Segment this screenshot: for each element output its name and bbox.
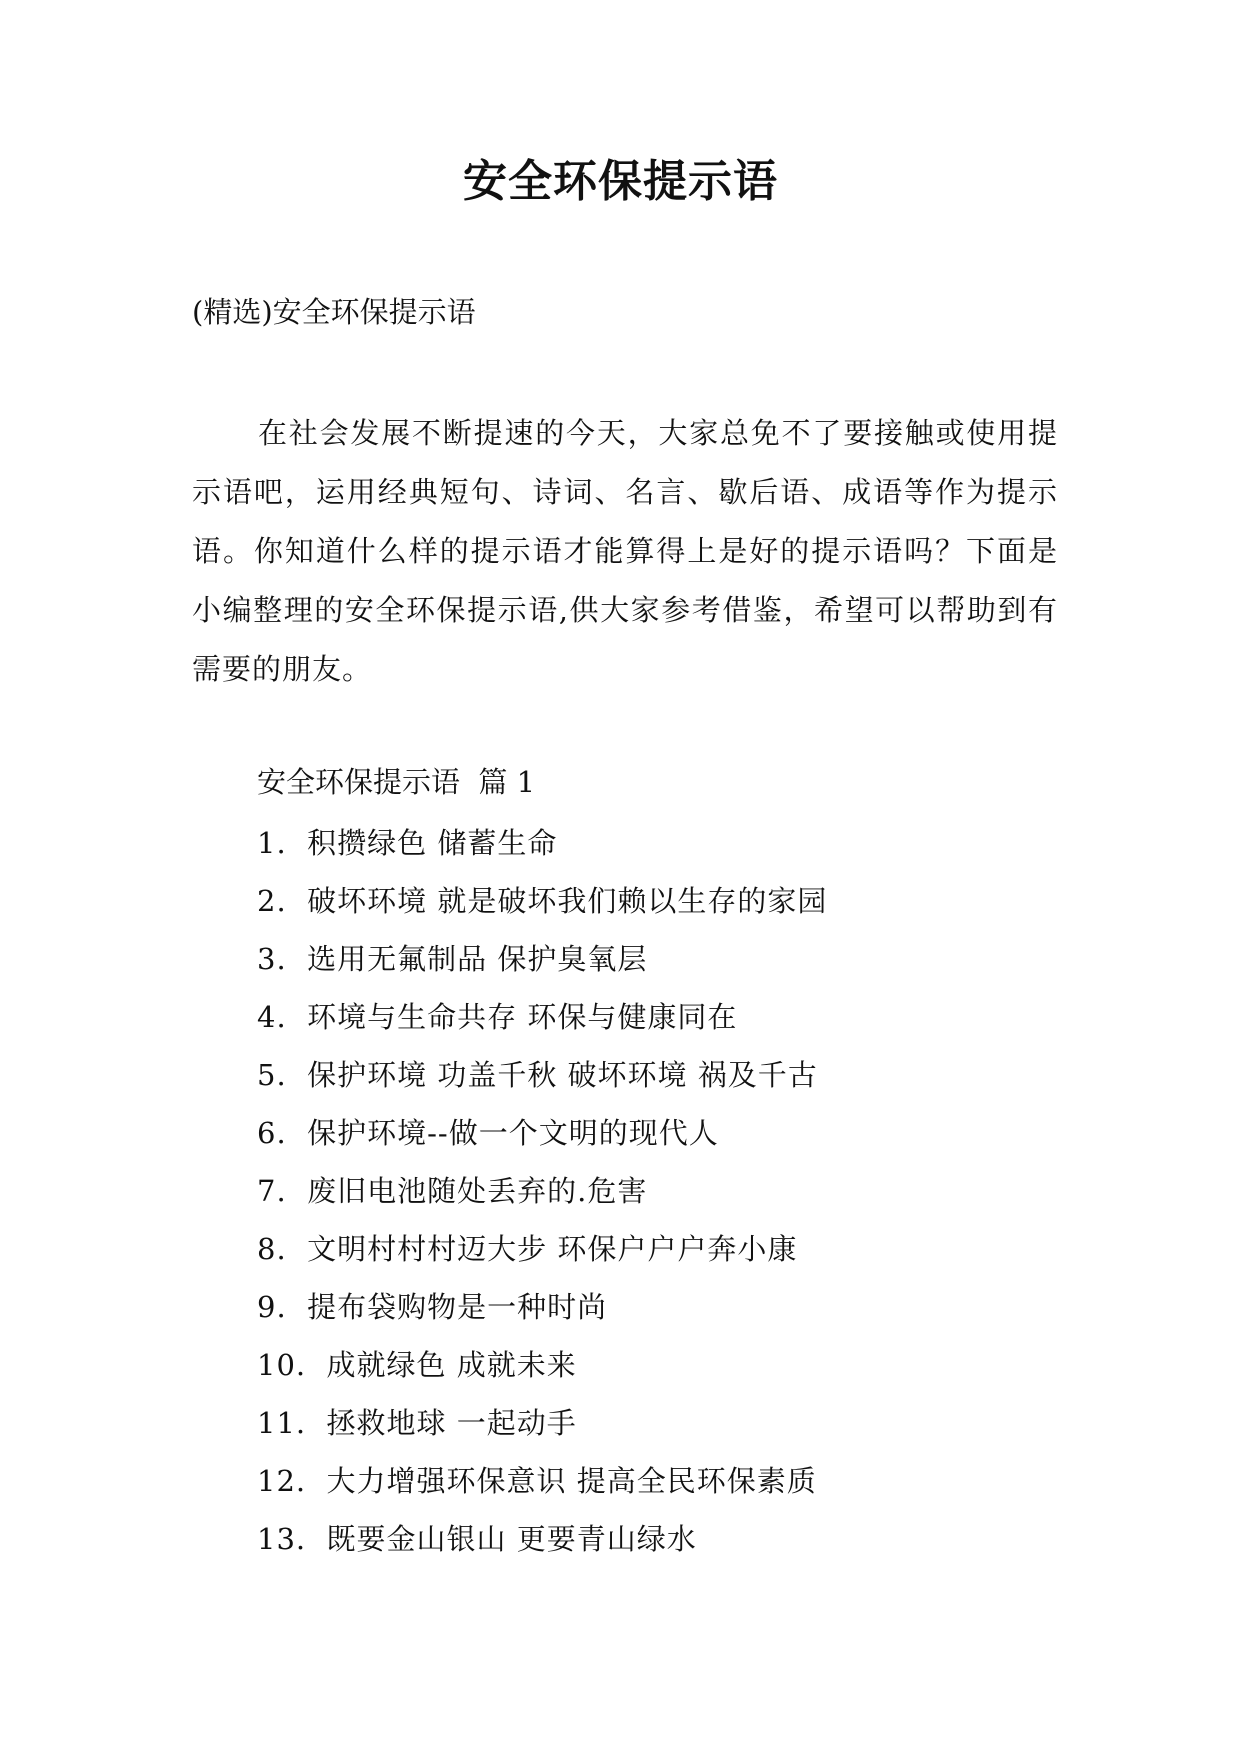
list-item: 12. 大力增强环保意识 提高全民环保素质 [257,1464,817,1498]
document-title: 安全环保提示语 [463,156,778,207]
list-item: 11. 拯救地球 一起动手 [257,1406,577,1440]
list-item: 6. 保护环境--做一个文明的现代人 [257,1116,719,1150]
list-item: 2. 破坏环境 就是破坏我们赖以生存的家园 [257,884,828,918]
list-item: 1. 积攒绿色 储蓄生命 [257,826,558,860]
list-item: 3. 选用无氟制品 保护臭氧层 [257,942,648,976]
document-subtitle: (精选)安全环保提示语 [192,295,476,329]
list-item: 5. 保护环境 功盖千秋 破坏环境 祸及千古 [257,1058,818,1092]
list-item: 7. 废旧电池随处丢弃的.危害 [257,1174,648,1208]
intro-paragraph: 在社会发展不断提速的今天，大家总免不了要接触或使用提示语吧，运用经典短句、诗词、名言、歇后语、成语等作为提示语。你知道什么样的提示语才能算得上是好的提示语吗？下面是小编整理的安全环保提示语,供大家参考借鉴，希望可以帮助到有需要的朋友。 [192,416,1058,686]
list-item: 9. 提布袋购物是一种时尚 [257,1290,608,1324]
list-item: 10. 成就绿色 成就未来 [257,1348,577,1382]
list-item: 13. 既要金山银山 更要青山绿水 [257,1522,697,1556]
slogan-list [257,814,827,1568]
section-heading: 安全环保提示语 篇 1 [257,765,536,799]
list-item: 8. 文明村村村迈大步 环保户户户奔小康 [257,1232,798,1266]
list-item: 4. 环境与生命共存 环保与健康同在 [257,1000,738,1034]
